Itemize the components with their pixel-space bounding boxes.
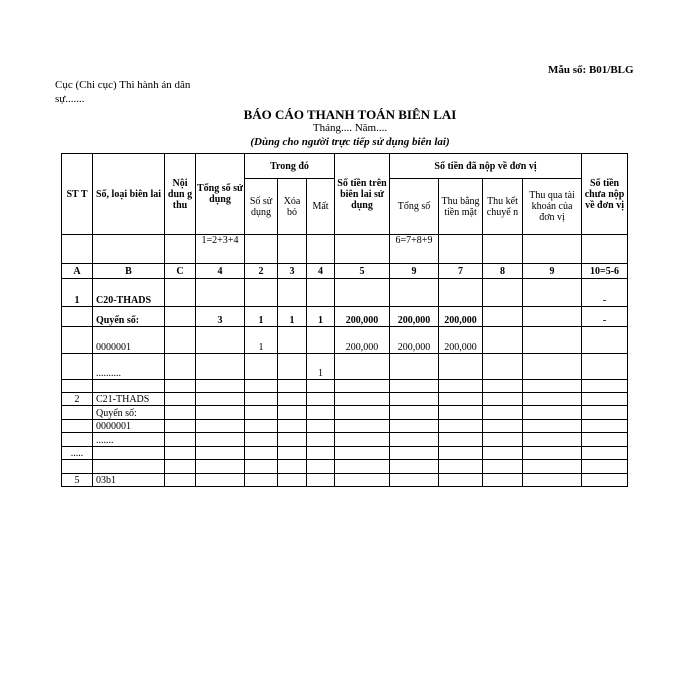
table-cell — [439, 380, 483, 393]
table-cell: 1 — [278, 307, 307, 327]
col-cash: Thu bằng tiền mặt — [439, 179, 483, 235]
table-cell — [245, 380, 278, 393]
table-cell — [278, 447, 307, 460]
table-cell — [245, 433, 278, 447]
table-row — [62, 354, 628, 380]
report-period: Tháng.... Năm.... — [312, 122, 388, 134]
table-cell — [439, 460, 483, 474]
table-cell: .......... — [93, 354, 165, 380]
table-cell — [245, 447, 278, 460]
table-cell — [390, 354, 439, 380]
table-cell — [165, 447, 196, 460]
table-cell — [523, 354, 582, 380]
table-cell — [307, 460, 335, 474]
table-cell — [335, 406, 390, 420]
table-cell — [582, 474, 628, 487]
table-cell — [335, 420, 390, 433]
table-cell — [93, 460, 165, 474]
table-cell: 4 — [307, 264, 335, 279]
table-cell — [335, 447, 390, 460]
col-deleted: Xóa bỏ — [278, 179, 307, 235]
table-cell — [196, 279, 245, 307]
table-cell: ..... — [62, 447, 93, 460]
col-amount: Số tiền trên biên lai sử dụng — [335, 154, 390, 235]
table-cell — [483, 235, 523, 264]
table-cell — [439, 235, 483, 264]
table-cell — [483, 393, 523, 406]
table-cell — [483, 279, 523, 307]
table-cell — [196, 460, 245, 474]
table-cell — [439, 474, 483, 487]
table-cell — [165, 460, 196, 474]
table-cell — [582, 406, 628, 420]
table-cell: 5 — [335, 264, 390, 279]
col-unpaid: Số tiền chưa nộp về đơn vị — [582, 154, 628, 235]
table-row — [62, 447, 628, 460]
table-cell — [278, 393, 307, 406]
table-cell — [483, 354, 523, 380]
table-cell: 1 — [307, 307, 335, 327]
table-cell: 2 — [62, 393, 93, 406]
table-cell — [523, 279, 582, 307]
table-cell — [582, 393, 628, 406]
col-receipt-type: Số, loại biên lai — [93, 154, 165, 235]
col-total-used: Tổng số sử dụng — [196, 154, 245, 235]
table-cell: 5 — [62, 474, 93, 487]
table-cell — [523, 327, 582, 354]
table-cell — [483, 433, 523, 447]
table-cell — [439, 393, 483, 406]
table-cell — [62, 406, 93, 420]
table-cell — [439, 406, 483, 420]
table-cell — [307, 327, 335, 354]
table-cell — [62, 235, 93, 264]
table-cell: C21-THADS — [93, 393, 165, 406]
col-paid-group: Số tiền đã nộp về đơn vị — [390, 154, 582, 179]
table-cell — [390, 279, 439, 307]
table-cell — [62, 307, 93, 327]
table-cell — [335, 354, 390, 380]
table-cell — [523, 447, 582, 460]
col-used: Số sử dụng — [245, 179, 278, 235]
table-cell — [165, 380, 196, 393]
report-title: BÁO CÁO THANH TOÁN BIÊN LAI — [243, 107, 457, 122]
table-cell — [93, 447, 165, 460]
table-cell — [196, 327, 245, 354]
table-cell — [390, 406, 439, 420]
table-cell: 2 — [245, 264, 278, 279]
col-transfer: Thu kết chuyể n — [483, 179, 523, 235]
table-cell — [483, 380, 523, 393]
table-cell — [483, 307, 523, 327]
table-cell — [165, 474, 196, 487]
table-cell — [307, 393, 335, 406]
table-cell — [523, 460, 582, 474]
col-bank: Thu qua tài khoản của đơn vị — [523, 179, 582, 235]
table-cell — [390, 447, 439, 460]
table-cell — [245, 406, 278, 420]
table-cell — [278, 420, 307, 433]
table-cell — [390, 420, 439, 433]
report-subtitle: (Dùng cho người trực tiếp sử dụng biên lai) — [250, 136, 450, 148]
table-cell — [483, 447, 523, 460]
table-cell — [245, 279, 278, 307]
table-cell — [278, 327, 307, 354]
table-cell — [439, 433, 483, 447]
table-cell: - — [582, 279, 628, 307]
table-cell — [523, 406, 582, 420]
table-cell — [165, 235, 196, 264]
table-row — [62, 460, 628, 474]
table-cell — [196, 393, 245, 406]
table-cell — [165, 420, 196, 433]
table-cell — [483, 474, 523, 487]
table-cell: 0000001 — [93, 327, 165, 354]
agency-name — [55, 78, 230, 106]
table-row — [62, 279, 628, 307]
table-cell — [582, 354, 628, 380]
table-cell: 9 — [523, 264, 582, 279]
table-cell: 3 — [278, 264, 307, 279]
table-cell — [307, 279, 335, 307]
table-cell: 9 — [390, 264, 439, 279]
table-cell: 200,000 — [390, 327, 439, 354]
form-code: Mẫu số: B01/BLG — [548, 64, 634, 76]
table-cell — [62, 433, 93, 447]
table-cell: 4 — [196, 264, 245, 279]
table-cell — [245, 420, 278, 433]
table-cell: - — [582, 307, 628, 327]
table-cell — [390, 380, 439, 393]
table-cell — [523, 380, 582, 393]
table-row — [62, 433, 628, 447]
table-cell — [278, 235, 307, 264]
table-cell — [307, 433, 335, 447]
table-cell — [582, 447, 628, 460]
table-cell — [582, 460, 628, 474]
table-cell — [582, 433, 628, 447]
table-cell — [439, 279, 483, 307]
agency-line-1: Cục (Chi cục) Thi hành án dân — [55, 79, 191, 91]
table-cell — [483, 406, 523, 420]
table-cell: ....... — [93, 433, 165, 447]
receipt-report-table — [61, 153, 628, 487]
table-cell — [523, 474, 582, 487]
col-stt: ST T — [62, 154, 93, 235]
table-cell — [582, 380, 628, 393]
table-cell: Quyển số: — [93, 307, 165, 327]
table-row — [62, 474, 628, 487]
table-cell — [523, 433, 582, 447]
table-cell — [582, 327, 628, 354]
table-row — [62, 327, 628, 354]
table-cell: 200,000 — [390, 307, 439, 327]
table-cell — [62, 380, 93, 393]
table-cell — [335, 393, 390, 406]
table-cell — [245, 354, 278, 380]
table-cell — [278, 279, 307, 307]
table-cell — [62, 420, 93, 433]
table-cell — [278, 354, 307, 380]
table-cell — [196, 420, 245, 433]
table-cell — [93, 235, 165, 264]
table-cell — [390, 393, 439, 406]
table-cell — [307, 420, 335, 433]
table-cell — [196, 447, 245, 460]
table-cell — [278, 380, 307, 393]
table-cell — [278, 460, 307, 474]
table-cell: 200,000 — [439, 307, 483, 327]
table-cell — [165, 354, 196, 380]
table-cell: 6=7+8+9 — [390, 235, 439, 264]
table-cell — [278, 433, 307, 447]
table-cell — [483, 420, 523, 433]
table-cell — [439, 447, 483, 460]
table-cell: C — [165, 264, 196, 279]
table-cell: 1 — [245, 307, 278, 327]
table-cell — [245, 474, 278, 487]
table-cell: 1 — [245, 327, 278, 354]
table-row — [62, 264, 628, 279]
table-cell: 200,000 — [335, 307, 390, 327]
table-cell — [93, 380, 165, 393]
table-cell — [62, 354, 93, 380]
col-paid-total: Tổng số — [390, 179, 439, 235]
table-cell — [165, 307, 196, 327]
table-cell — [335, 433, 390, 447]
table-cell — [62, 327, 93, 354]
table-cell — [335, 460, 390, 474]
table-cell — [62, 460, 93, 474]
table-cell — [390, 460, 439, 474]
table-row — [62, 235, 628, 264]
table-cell: 1 — [62, 279, 93, 307]
table-cell — [523, 235, 582, 264]
table-row — [62, 380, 628, 393]
table-cell: 1=2+3+4 — [196, 235, 245, 264]
table-row — [62, 393, 628, 406]
table-cell — [196, 433, 245, 447]
table-cell — [307, 235, 335, 264]
table-cell — [165, 279, 196, 307]
table-cell — [278, 474, 307, 487]
table-row — [62, 406, 628, 420]
table-cell — [390, 433, 439, 447]
table-cell — [335, 235, 390, 264]
table-cell: 7 — [439, 264, 483, 279]
table-cell — [523, 420, 582, 433]
table-cell — [196, 474, 245, 487]
table-cell: 3 — [196, 307, 245, 327]
table-cell: C20-THADS — [93, 279, 165, 307]
table-cell — [165, 393, 196, 406]
table-row — [62, 420, 628, 433]
table-cell — [439, 420, 483, 433]
table-cell: 8 — [483, 264, 523, 279]
table-cell: 0000001 — [93, 420, 165, 433]
table-cell — [307, 406, 335, 420]
table-cell — [335, 380, 390, 393]
table-cell — [165, 327, 196, 354]
table-cell: 10=5-6 — [582, 264, 628, 279]
table-cell: Quyển số: — [93, 406, 165, 420]
table-cell — [523, 393, 582, 406]
table-cell — [307, 474, 335, 487]
table-cell — [165, 406, 196, 420]
table-cell — [483, 327, 523, 354]
table-cell — [335, 279, 390, 307]
col-lost: Mất — [307, 179, 335, 235]
table-cell — [196, 354, 245, 380]
table-cell — [307, 380, 335, 393]
table-cell — [245, 460, 278, 474]
table-cell: 200,000 — [439, 327, 483, 354]
table-cell — [307, 447, 335, 460]
table-cell — [335, 474, 390, 487]
col-of-which: Trong đó — [245, 154, 335, 179]
table-cell — [483, 460, 523, 474]
table-cell — [245, 235, 278, 264]
table-cell — [245, 393, 278, 406]
table-cell: 200,000 — [335, 327, 390, 354]
table-cell — [390, 474, 439, 487]
table-cell: B — [93, 264, 165, 279]
table-cell — [165, 433, 196, 447]
table-cell: 03b1 — [93, 474, 165, 487]
table-cell — [196, 380, 245, 393]
table-cell — [582, 420, 628, 433]
table-cell: 1 — [307, 354, 335, 380]
table-cell — [582, 235, 628, 264]
table-row — [62, 307, 628, 327]
table-cell — [439, 354, 483, 380]
table-cell — [196, 406, 245, 420]
table-cell: A — [62, 264, 93, 279]
table-cell — [523, 307, 582, 327]
table-cell — [278, 406, 307, 420]
col-content: Nội dun g thu — [165, 154, 196, 235]
agency-line-2: sự....... — [55, 93, 85, 105]
